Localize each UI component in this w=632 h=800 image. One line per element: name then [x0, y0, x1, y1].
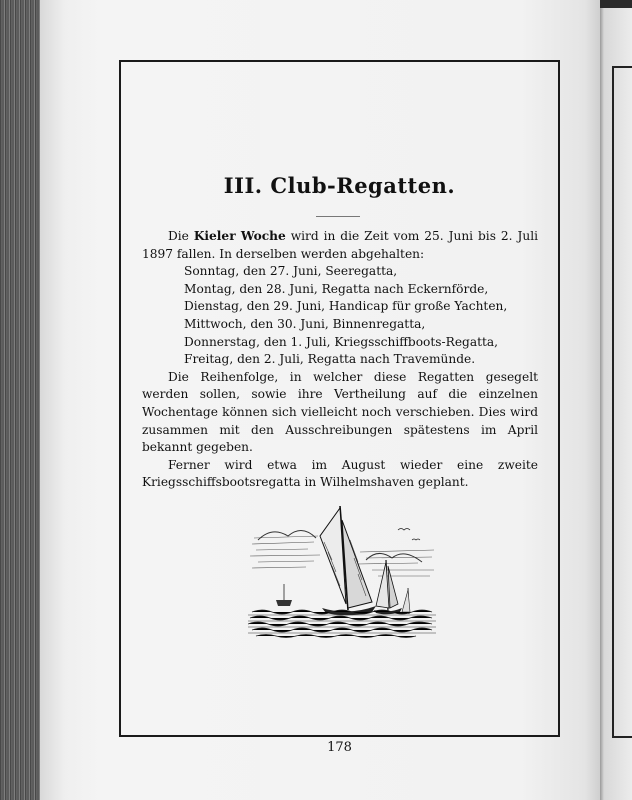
order-paragraph: Die Reihenfolge, in welcher diese Regatten gesegelt werden sollen, sowie ihre Vertheilung auf die einzelnen Wochentage können sich vielleicht noch verschieben. Dies wird zusammen mit den Ausschreibungen spätestens im April bekannt gegeben. — [142, 369, 538, 455]
heading-rule — [316, 216, 360, 217]
intro-after: wird in die Zeit vom 25. Juni bis 2. Juli 1897 fallen. In derselben werden abgehalten: — [142, 229, 538, 261]
schedule-item: Mittwoch, den 30. Juni, Binnenregatta, — [184, 316, 426, 331]
second-regatta-paragraph: Ferner wird etwa im August wieder eine zweite Kriegsschiffsbootsregatta in Wilhelmshaven geplant. — [142, 457, 538, 490]
body-text — [142, 228, 538, 492]
intro-paragraph — [142, 228, 538, 263]
schedule-item: Donnerstag, den 1. Juli, Kriegsschiffboots-Regatta, — [184, 334, 499, 349]
schedule-item: Sonntag, den 27. Juni, Seeregatta, — [184, 264, 398, 279]
regatta-schedule — [142, 263, 538, 369]
chapter-heading: III. Club-Regatten. — [223, 173, 456, 198]
next-page-frame — [612, 66, 632, 738]
schedule-item: Montag, den 28. Juni, Regatta nach Eckernförde, — [184, 281, 489, 296]
schedule-item: Freitag, den 2. Juli, Regatta nach Travemünde. — [184, 352, 476, 367]
kieler-woche-term: Kieler Woche — [193, 229, 286, 243]
sailing-ships-engraving — [248, 500, 438, 642]
schedule-item: Dienstag, den 29. Juni, Handicap für große Yachten, — [184, 299, 508, 314]
page-number: 178 — [327, 740, 352, 755]
intro-before: Die — [168, 229, 194, 243]
